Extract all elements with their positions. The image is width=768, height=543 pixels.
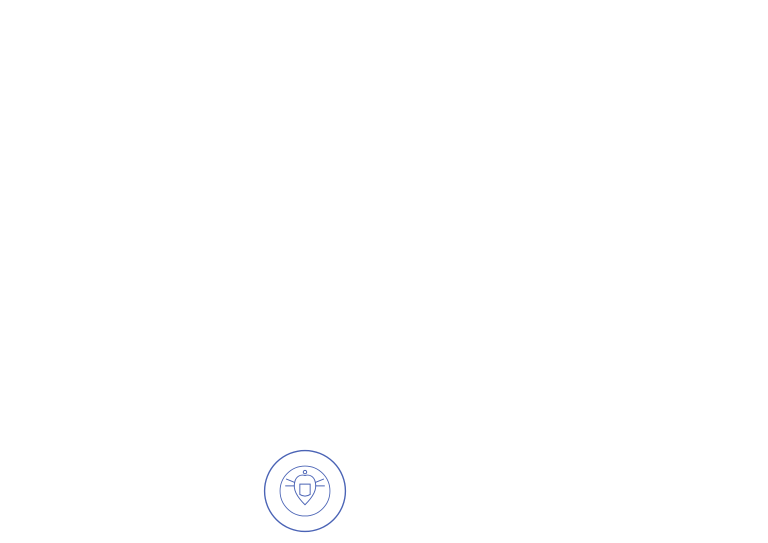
ministry-seal — [262, 448, 348, 534]
coat-of-arms-icon — [285, 470, 325, 504]
